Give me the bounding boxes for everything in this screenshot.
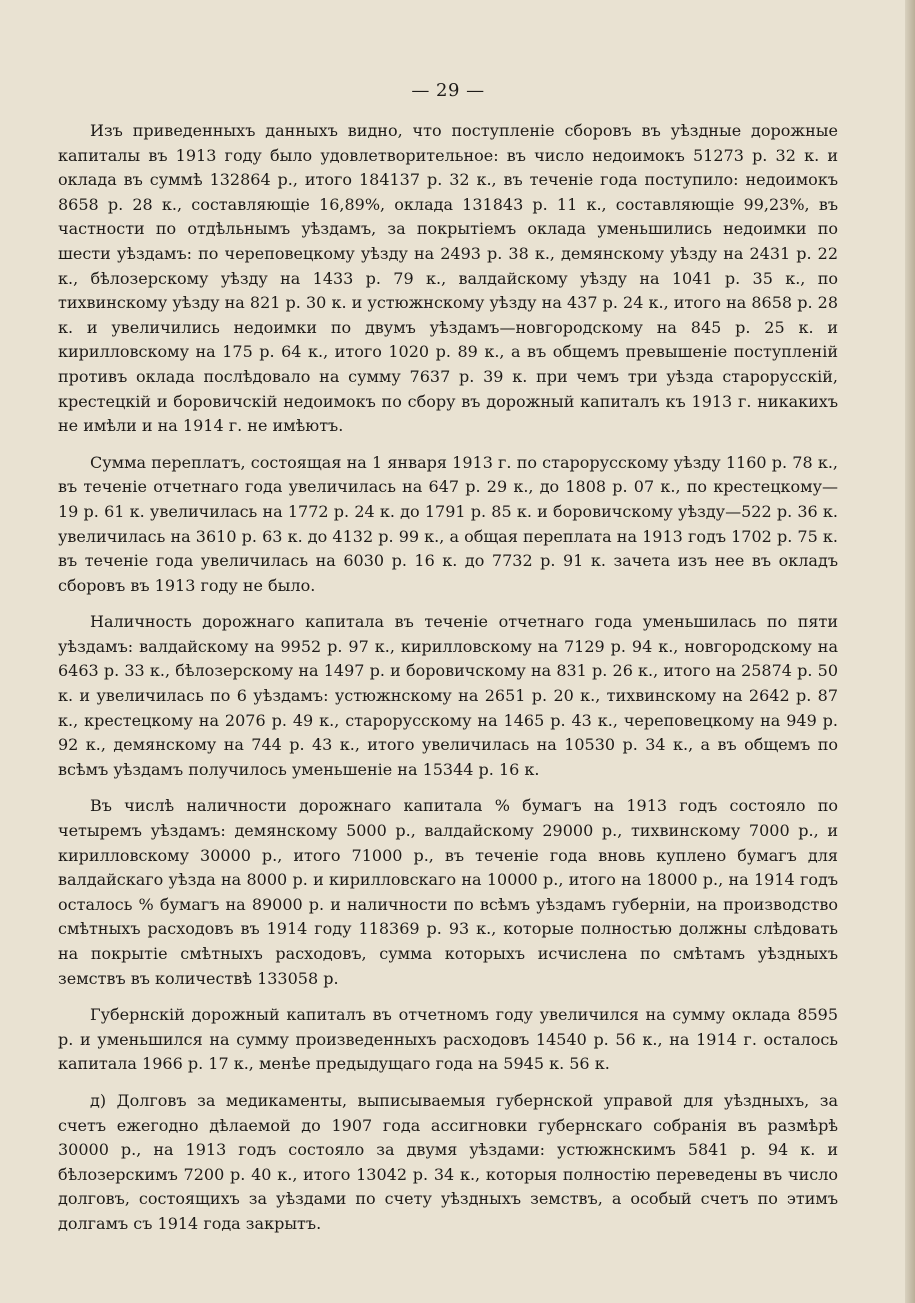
page-edge [905, 0, 915, 1303]
paragraph-securities: Въ числѣ наличности дорожнаго капитала % бумагъ на 1913 годъ состояло по четыремъ уѣздамъ: демянскому 5000 р., валдайскому 29000 р., тихвинскому 7000 р., и кирилловскому 30000 р., итого 71000 р., въ теченіе года вновь куплено бумагъ для валдайскаго уѣзда на 8000 р. и кирилловскаго на 10000 р., итого на 18000 р., на 1914 годъ осталось % бумагъ на 89000 р. и наличности по всѣмъ уѣздамъ губерніи, на производство смѣтныхъ расходовъ въ 1914 году 118369 р. 93 к., которые полностью должны слѣдовать на покрытіе смѣтныхъ расходовъ, сумма которыхъ исчислена по смѣтамъ уѣздныхъ земствъ въ количествѣ 133058 р. [58, 796, 838, 988]
paragraph-provincial-capital: Губернскій дорожный капиталъ въ отчетномъ году увеличился на сумму оклада 8595 р. и уменьшился на сумму произведенныхъ расходовъ 14540 р. 56 к., на 1914 г. осталось капитала 1966 р. 17 к., менѣе предыдущаго года на 5945 к. 56 к. [58, 1005, 838, 1074]
paragraph-medicine-debts: д) Долговъ за медикаменты, выписываемыя губернской управой для уѣздныхъ, за счетъ ежегодно дѣлаемой до 1907 года ассигновки губернскаго собранія въ размѣрѣ 30000 р., на 1913 годъ состояло за двумя уѣздами: устюжнскимъ 5841 р. 94 к. и бѣлозерскимъ 7200 р. 40 к., итого 13042 р. 34 к., которыя полностію переведены въ число долговъ, состоящихъ за уѣздами по счету уѣздныхъ земствъ, а особый счетъ по этимъ долгамъ съ 1914 года закрытъ. [58, 1090, 838, 1233]
paragraph-capital-balance: Наличность дорожнаго капитала въ теченіе отчетнаго года уменьшилась по пяти уѣздамъ: валдайскому на 9952 р. 97 к., кирилловскому на 7129 р. 94 к., новгородскому на 6463 р. 33 к., бѣлозерскому на 1497 р. и боровичскому на 831 р. 26 к., итого на 25874 р. 50 к. и увеличилась по 6 уѣздамъ: устюжнскому на 2651 р. 20 к., тихвинскому на 2642 р. 87 к., крестецкому на 2076 р. 49 к., старорусскому на 1465 р. 43 к., череповецкому на 949 р. 92 к., демянскому на 744 р. 43 к., итого увеличилась на 10530 р. 34 к., а въ общемъ по всѣмъ уѣздамъ получилось уменьшеніе на 15344 р. 16 к. [58, 612, 838, 779]
page-number: — 29 — [411, 80, 485, 101]
paragraph-overpayments: Сумма переплатъ, состоящая на 1 января 1913 г. по старорусскому уѣзду 1160 р. 78 к., въ теченіе отчетнаго года увеличилась на 647 р. 29 к., до 1808 р. 07 к., по крестецкому—19 р. 61 к. увеличилась на 1772 р. 24 к. до 1791 р. 85 к. и боровичскому уѣзду—522 р. 36 к. увеличилась на 3610 р. 63 к. до 4132 р. 99 к., а общая переплата на 1913 годъ 1702 р. 75 к. въ теченіе года увеличилась на 6030 р. 16 к. до 7732 р. 91 к. зачета изъ нее въ окладъ сборовъ въ 1913 году не было. [58, 452, 838, 595]
document-page [58, 80, 838, 1249]
paragraph-road-capital-receipts: Изъ приведенныхъ данныхъ видно, что поступленіе сборовъ въ уѣздные дорожные капиталы въ 1913 году было удовлетворительное: въ число недоимокъ 51273 р. 32 к. и оклада въ суммѣ 132864 р., итого 184137 р. 32 к., въ теченіе года поступило: недоимокъ 8658 р. 28 к., составляющіе 16,89%, оклада 131843 р. 11 к., составляющіе 99,23%, въ частности по отдѣльнымъ уѣздамъ, за покрытіемъ оклада уменьшились недоимки по шести уѣздамъ: по череповецкому уѣзду на 2493 р. 38 к., демянскому уѣзду на 2431 р. 22 к., бѣлозерскому уѣзду на 1433 р. 79 к., валдайскому уѣзду на 1041 р. 35 к., по тихвинскому уѣзду на 821 р. 30 к. и устюжнскому уѣзду на 437 р. 24 к., итого на 8658 р. 28 к. и увеличились недоимки по двумъ уѣздамъ—новгородскому на 845 р. 25 к. и кирилловскому на 175 р. 64 к., итого 1020 р. 89 к., а въ общемъ превышеніе поступленій противъ оклада послѣдовало на сумму 7637 р. 39 к. при чемъ три уѣзда старорусскій, крестецкій и боровичскій недоимокъ по сбору въ дорожный капиталъ къ 1913 г. никакихъ не имѣли и на 1914 г. не имѣютъ. [58, 121, 838, 436]
